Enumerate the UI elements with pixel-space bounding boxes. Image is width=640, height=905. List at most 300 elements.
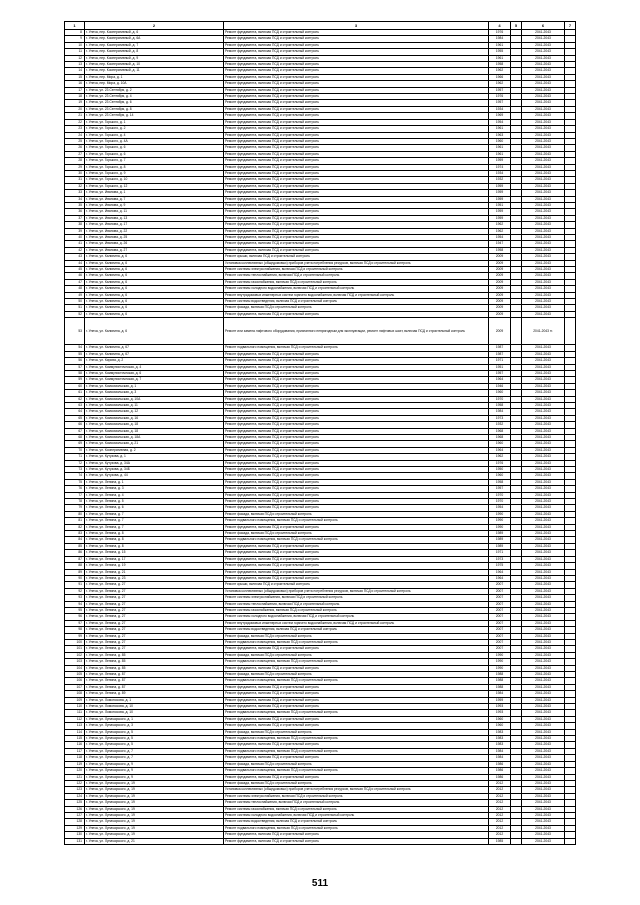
row-number: 131 — [65, 838, 85, 844]
year-cell: 1961 — [489, 55, 511, 61]
period-cell: 2041-2043 — [522, 247, 565, 253]
period-cell: 2041-2043 — [522, 672, 565, 678]
year-cell: 1960 — [489, 390, 511, 396]
year-cell: 1968 — [489, 434, 511, 440]
work-type-cell: Ремонт фундамента, включая ПСД и строительный контроль — [224, 183, 489, 189]
year-cell: 1970 — [489, 396, 511, 402]
address-cell: г. Унеча, ул. Ленина, д. 27 — [85, 595, 224, 601]
year-cell: 1975 — [489, 563, 511, 569]
period-cell: 2041-2043 — [522, 492, 565, 498]
address-cell: г. Унеча, ул. Луначарского, д. 7 — [85, 748, 224, 754]
address-cell: г. Унеча, ул. Ленина, д. 87 — [85, 678, 224, 684]
address-cell: г. Унеча, ул. Ленина, д. 27 — [85, 646, 224, 652]
row-number: 122 — [65, 780, 85, 786]
work-type-cell: Ремонт фундамента, включая ПСД и строительный контроль — [224, 364, 489, 370]
period-cell: 2041-2043 — [522, 550, 565, 556]
address-cell: г. Унеча, ул. Луначарского, д. 3 — [85, 723, 224, 729]
row-number: 81 — [65, 518, 85, 524]
period-cell: 2041-2043 — [522, 267, 565, 273]
work-type-cell: Ремонт фасада, включая ПСД и строительный контроль — [224, 531, 489, 537]
address-cell: г. Унеча, ул. Луначарского, д. 9 — [85, 761, 224, 767]
period-cell: 2041-2043 — [522, 119, 565, 125]
address-cell: г. Унеча, ул. Ленина, д. 27 — [85, 607, 224, 613]
period-cell: 2041-2043 — [522, 736, 565, 742]
work-type-cell: Ремонт фундамента, включая ПСД и строительный контроль — [224, 755, 489, 761]
year-cell: 1962 — [489, 454, 511, 460]
address-cell: г. Унеча, ул. Иванова, д. 27 — [85, 247, 224, 253]
address-cell: г. Унеча, ул. Ленина, д. 1 — [85, 479, 224, 485]
address-cell: г. Унеча, ул. Луначарского, д. 21 — [85, 838, 224, 844]
period-cell: 2041-2043 — [522, 222, 565, 228]
year-cell: 1990 — [489, 518, 511, 524]
period-cell: 2041-2043 — [522, 620, 565, 626]
year-cell: 1959 — [489, 183, 511, 189]
row-number: 63 — [65, 402, 85, 408]
period-cell: 2041-2043 — [522, 215, 565, 221]
row-number: 17 — [65, 87, 85, 93]
address-cell: г. Унеча, ул. Кутузова, д. 44 — [85, 473, 224, 479]
period-cell: 2041-2043 — [522, 556, 565, 562]
row-number: 42 — [65, 247, 85, 253]
period-cell: 2041-2043 — [522, 158, 565, 164]
row-number: 87 — [65, 556, 85, 562]
work-type-cell: Ремонт фундамента, включая ПСД и строительный контроль — [224, 202, 489, 208]
row-number: 88 — [65, 563, 85, 569]
address-cell: г. Унеча, ул. Ленина, д. 89 — [85, 691, 224, 697]
period-cell: 2041-2043 — [522, 479, 565, 485]
work-type-cell: Ремонт системы водоотведения, включая ПСД и строительный контроль — [224, 819, 489, 825]
address-cell: г. Унеча, ул. Ленина, д. 8 — [85, 543, 224, 549]
address-cell: г. Унеча, пер. Кооперативный, д. 9 — [85, 55, 224, 61]
address-cell: г. Унеча, ул. Ленина, д. 6 — [85, 505, 224, 511]
address-cell: г. Унеча, ул. Ленина, д. 27 — [85, 588, 224, 594]
work-type-cell: Ремонт подвального помещения, включая ПСД и строительный контроль — [224, 736, 489, 742]
period-cell: 2041-2043 — [522, 627, 565, 633]
row-number: 113 — [65, 723, 85, 729]
row-number: 98 — [65, 627, 85, 633]
period-cell: 2041-2043 — [522, 228, 565, 234]
row-number: 30 — [65, 170, 85, 176]
work-type-cell: Ремонт фундамента, включая ПСД и строительный контроль — [224, 358, 489, 364]
row-number: 85 — [65, 543, 85, 549]
address-cell: г. Унеча, ул. Калинина, д. 67 — [85, 345, 224, 351]
address-cell: г. Унеча, пер. Кооперативный, д. 7 — [85, 42, 224, 48]
period-cell: 2041-2043 — [522, 209, 565, 215]
address-cell: г. Унеча, ул. Луначарского, д. 19 — [85, 787, 224, 793]
year-cell: 1987 — [489, 345, 511, 351]
period-cell: 2041-2043 — [522, 36, 565, 42]
address-cell: г. Унеча, ул. Комсомольская, д. 18 — [85, 422, 224, 428]
row-number: 118 — [65, 755, 85, 761]
work-type-cell: Ремонт фундамента, включая ПСД и строительный контроль — [224, 460, 489, 466]
work-type-cell: Ремонт фундамента, включая ПСД и строительный контроль — [224, 716, 489, 722]
address-cell: г. Унеча, ул. Горького, д. 12 — [85, 183, 224, 189]
period-cell: 2041-2043 — [522, 358, 565, 364]
row-number: 123 — [65, 787, 85, 793]
row-number: 38 — [65, 222, 85, 228]
year-cell: 1962 — [489, 222, 511, 228]
period-cell: 2041-2043 — [522, 299, 565, 305]
row-number: 74 — [65, 473, 85, 479]
year-cell: 2007 — [489, 582, 511, 588]
year-cell: 1970 — [489, 492, 511, 498]
work-type-cell: Ремонт фундамента, включая ПСД и строительный контроль — [224, 409, 489, 415]
row-number: 106 — [65, 678, 85, 684]
work-type-cell: Ремонт фундамента, включая ПСД и строительный контроль — [224, 742, 489, 748]
row-number: 75 — [65, 479, 85, 485]
header-row — [65, 22, 576, 30]
work-type-cell: Ремонт системы холодного водоснабжения, включая ПСД и строительный контроль — [224, 286, 489, 292]
year-cell: 1961 — [489, 42, 511, 48]
year-cell: 1934 — [489, 170, 511, 176]
address-cell: г. Унеча, ул. Ленина, д. 85 — [85, 665, 224, 671]
work-type-cell: Ремонт фундамента, включая ПСД и строительный контроль — [224, 113, 489, 119]
year-cell: 1971 — [489, 550, 511, 556]
column-7-cell — [565, 318, 576, 345]
work-type-cell: Ремонт фасада, включая ПСД и строительный контроль — [224, 511, 489, 517]
year-cell: 1990 — [489, 524, 511, 530]
work-type-cell: Ремонт фундамента, включая ПСД и строительный контроль — [224, 447, 489, 453]
year-cell: 1984 — [489, 748, 511, 754]
period-cell: 2041-2043 — [522, 812, 565, 818]
year-cell: 1951 — [489, 364, 511, 370]
address-cell: г. Унеча, ул. Горького, д. 8 — [85, 164, 224, 170]
address-cell: г. Унеча, ул. Калинина, д. 6 — [85, 267, 224, 273]
schedule-sheet — [64, 21, 575, 845]
column-7-cell — [565, 838, 576, 844]
period-cell: 2041-2043 — [522, 132, 565, 138]
work-type-cell: Ремонт фундамента, включая ПСД и строительный контроль — [224, 311, 489, 317]
row-number: 91 — [65, 582, 85, 588]
year-cell: 2012 — [489, 825, 511, 831]
row-number: 65 — [65, 415, 85, 421]
work-type-cell: Ремонт фундамента, включая ПСД и строительный контроль — [224, 177, 489, 183]
work-type-cell: Ремонт фундамента, включая ПСД и строительный контроль — [224, 49, 489, 55]
address-cell: г. Унеча, ул. Калинина, д. 6 — [85, 286, 224, 292]
year-cell: 1968 — [489, 428, 511, 434]
year-cell: 2009 — [489, 273, 511, 279]
row-number: 99 — [65, 633, 85, 639]
period-cell: 2041-2043 — [522, 151, 565, 157]
year-cell: 1954 — [489, 505, 511, 511]
period-cell: 2041-2043 — [522, 81, 565, 87]
period-cell: 2041-2043 — [522, 74, 565, 80]
year-cell: 1986 — [489, 768, 511, 774]
address-cell: г. Унеча, ул. Ленина, д. 7 — [85, 518, 224, 524]
work-type-cell: Ремонт фундамента, включая ПСД и строительный контроль — [224, 383, 489, 389]
year-cell: 1984 — [489, 691, 511, 697]
work-type-cell: Ремонт системы газоснабжения, включая ПСД и строительный контроль — [224, 279, 489, 285]
work-type-cell: Ремонт системы холодного водоснабжения, включая ПСД и строительный контроль — [224, 812, 489, 818]
row-number: 101 — [65, 646, 85, 652]
year-cell: 2007 — [489, 614, 511, 620]
year-cell: 1988 — [489, 678, 511, 684]
row-number: 73 — [65, 467, 85, 473]
year-cell: 1985 — [489, 838, 511, 844]
row-number: 109 — [65, 697, 85, 703]
work-type-cell: Ремонт фундамента, включая ПСД и строительный контроль — [224, 81, 489, 87]
row-number: 47 — [65, 279, 85, 285]
year-cell: 2012 — [489, 832, 511, 838]
address-cell: г. Унеча, ул. Ленина, д. 27 — [85, 601, 224, 607]
period-cell: 2041-2043 — [522, 723, 565, 729]
year-cell: 1990 — [489, 659, 511, 665]
row-number: 69 — [65, 441, 85, 447]
work-type-column-header: 3 — [224, 22, 489, 30]
period-cell: 2041-2043 — [522, 235, 565, 241]
year-cell: 1987 — [489, 351, 511, 357]
work-type-cell: Ремонт фундамента, включая ПСД и строительный контроль — [224, 454, 489, 460]
address-cell: г. Унеча, пер. Кооперативный, д. 6 — [85, 30, 224, 36]
period-cell: 2041-2043 — [522, 402, 565, 408]
column-5-cell — [511, 838, 522, 844]
address-cell: г. Унеча, ул. Луначарского, д. 19 — [85, 819, 224, 825]
work-type-cell: Ремонт фундамента, включая ПСД и строительный контроль — [224, 563, 489, 569]
period-cell: 2041-2043 — [522, 825, 565, 831]
row-number: 39 — [65, 228, 85, 234]
period-cell: 2041-2043 — [522, 806, 565, 812]
period-cell: 2041-2043 — [522, 742, 565, 748]
period-cell: 2041-2043 — [522, 106, 565, 112]
address-cell: г. Унеча, ул. Горького, д. 6 — [85, 145, 224, 151]
work-type-cell: Ремонт фасада, включая ПСД и строительный контроль — [224, 305, 489, 311]
address-cell: г. Унеча, ул. Комсомольская, д. 3 — [85, 390, 224, 396]
year-cell: 2009 — [489, 292, 511, 298]
year-cell: 1962 — [489, 228, 511, 234]
work-type-cell: Ремонт фундамента, включая ПСД и строительный контроль — [224, 235, 489, 241]
row-number: 104 — [65, 665, 85, 671]
year-cell: 2007 — [489, 601, 511, 607]
address-cell: г. Унеча, ул. Комсомольская, д. 21 — [85, 441, 224, 447]
work-type-cell: Ремонт подвального помещения, включая ПСД и строительный контроль — [224, 639, 489, 645]
row-number: 46 — [65, 273, 85, 279]
table-body-lower — [65, 345, 576, 845]
period-cell: 2041-2043 — [522, 710, 565, 716]
address-cell: г. Унеча, ул. Горького, д. 6 — [85, 151, 224, 157]
year-cell: 1960 — [489, 716, 511, 722]
row-number: 83 — [65, 531, 85, 537]
row-number: 52 — [65, 311, 85, 317]
row-number: 129 — [65, 825, 85, 831]
row-number: 126 — [65, 806, 85, 812]
row-number: 112 — [65, 716, 85, 722]
period-cell: 2041-2043 — [522, 292, 565, 298]
column-5-cell — [511, 318, 522, 345]
row-number: 100 — [65, 639, 85, 645]
work-type-cell: Ремонт системы электроснабжения, включая ПСД и строительный контроль — [224, 595, 489, 601]
row-number: 54 — [65, 345, 85, 351]
period-cell: 2041-2043 — [522, 473, 565, 479]
address-cell: г. Унеча, ул. Горького, д. 10 — [85, 177, 224, 183]
year-cell: 1957 — [489, 370, 511, 376]
address-cell: г. Унеча, ул. Ленина, д. 5 — [85, 499, 224, 505]
row-number: 92 — [65, 588, 85, 594]
row-number: 103 — [65, 659, 85, 665]
work-type-cell: Ремонт фундамента, включая ПСД и строительный контроль — [224, 684, 489, 690]
period-cell: 2041-2043 — [522, 364, 565, 370]
work-type-cell: Ремонт фундамента, включая ПСД и строительный контроль — [224, 467, 489, 473]
work-type-cell: Ремонт фундамента, включая ПСД и строительный контроль — [224, 190, 489, 196]
period-cell: 2041-2043 — [522, 575, 565, 581]
address-cell: г. Унеча, ул. 23 Сентября, д. 4 — [85, 94, 224, 100]
year-cell: 1960 — [489, 723, 511, 729]
work-type-cell: Ремонт фундамента, включая ПСД и строительный контроль — [224, 151, 489, 157]
work-type-cell: Ремонт системы водоотведения, включая ПСД и строительный контроль — [224, 627, 489, 633]
year-cell: 2012 — [489, 793, 511, 799]
address-cell: г. Унеча, ул. Ленина, д. 15 — [85, 550, 224, 556]
work-type-cell: Ремонт фундамента, включая ПСД и строительный контроль — [224, 62, 489, 68]
row-number: 71 — [65, 454, 85, 460]
row-number: 90 — [65, 575, 85, 581]
period-cell: 2041-2043 — [522, 601, 565, 607]
year-cell: 1988 — [489, 684, 511, 690]
year-cell: 1959 — [489, 190, 511, 196]
year-cell: 1983 — [489, 729, 511, 735]
year-cell: 1973 — [489, 415, 511, 421]
work-type-cell: Ремонт системы электроснабжения, включая ПСД и строительный контроль — [224, 267, 489, 273]
period-cell: 2041-2043 — [522, 42, 565, 48]
year-cell: 1984 — [489, 36, 511, 42]
address-cell: г. Унеча, ул. Луначарского, д. 5 — [85, 742, 224, 748]
work-type-cell: Ремонт фундамента, включая ПСД и строительный контроль — [224, 434, 489, 440]
year-cell: 1976 — [489, 460, 511, 466]
row-number: 110 — [65, 704, 85, 710]
year-cell: 1983 — [489, 742, 511, 748]
work-type-cell: Ремонт фундамента, включая ПСД и строительный контроль — [224, 492, 489, 498]
address-cell: г. Унеча, ул. Ленина, д. 85 — [85, 659, 224, 665]
work-type-cell: Ремонт фундамента, включая ПСД и строительный контроль — [224, 158, 489, 164]
address-cell: г. Унеча, ул. Калинина, д. 6 — [85, 305, 224, 311]
year-cell: 1961 — [489, 151, 511, 157]
period-cell: 2041-2043 — [522, 774, 565, 780]
work-type-cell: Ремонт фасада, включая ПСД и строительный контроль — [224, 780, 489, 786]
row-number: 43 — [65, 254, 85, 260]
period-cell: 2041-2043 — [522, 755, 565, 761]
year-cell: 1960 — [489, 138, 511, 144]
row-number: 102 — [65, 652, 85, 658]
period-cell: 2041-2043 — [522, 697, 565, 703]
period-cell: 2041-2043 — [522, 832, 565, 838]
row-number: 68 — [65, 434, 85, 440]
period-cell: 2041-2043 — [522, 377, 565, 383]
period-cell: 2041-2043 — [522, 164, 565, 170]
work-type-cell: Ремонт фундамента, включая ПСД и строительный контроль — [224, 170, 489, 176]
year-cell: 2009 — [489, 254, 511, 260]
row-number: 107 — [65, 684, 85, 690]
year-cell: 1955 — [489, 49, 511, 55]
period-cell: 2041-2043 — [522, 838, 565, 844]
row-number: 32 — [65, 183, 85, 189]
work-type-cell: Ремонт или замена лифтового оборудования, признанного непригодным для эксплуатации, ремонт лифтовых шахт, включая ПСД и строительный контроль — [224, 318, 489, 345]
work-type-cell: Ремонт внутридомовых инженерных систем горячего водоснабжения, включая ПСД и строительный контроль — [224, 292, 489, 298]
year-cell: 1964 — [489, 447, 511, 453]
address-cell: г. Унеча, ул. Кооперативная, д. 2 — [85, 447, 224, 453]
year-cell: 1963 — [489, 132, 511, 138]
work-type-cell: Ремонт фундамента, включая ПСД и строительный контроль — [224, 228, 489, 234]
work-type-cell: Ремонт системы теплоснабжения, включая ПСД и строительный контроль — [224, 800, 489, 806]
row-number: 16 — [65, 81, 85, 87]
work-type-cell: Ремонт фундамента, включая ПСД и строительный контроль — [224, 222, 489, 228]
work-type-cell: Ремонт внутридомовых инженерных систем горячего водоснабжения, включая ПСД и строительный контроль — [224, 620, 489, 626]
period-cell: 2041-2043 — [522, 49, 565, 55]
work-type-cell: Ремонт фундамента, включая ПСД и строительный контроль — [224, 106, 489, 112]
address-cell: г. Унеча, ул. Кутузова, д. 34Б — [85, 467, 224, 473]
address-cell: г. Унеча, пер. Кооперативный, д. 10 — [85, 62, 224, 68]
address-cell: г. Унеча, ул. Ленина, д. 27 — [85, 633, 224, 639]
address-cell: г. Унеча, ул. Ленина, д. 7 — [85, 524, 224, 530]
row-number: 37 — [65, 215, 85, 221]
work-type-cell: Ремонт фундамента, включая ПСД и строительный контроль — [224, 94, 489, 100]
address-cell: г. Унеча, ул. Ленина, д. 27 — [85, 639, 224, 645]
address-cell: г. Унеча, ул. Горького, д. 7 — [85, 158, 224, 164]
address-cell: г. Унеча, ул. Иванова, д. 7 — [85, 196, 224, 202]
work-type-cell: Ремонт фундамента, включая ПСД и строительный контроль — [224, 42, 489, 48]
work-type-cell: Установка коллективных (общедомовых) приборов учета потребления ресурсов, включая ПСД и строительный контроль — [224, 787, 489, 793]
period-cell: 2041-2043 — [522, 467, 565, 473]
row-number: 53 — [65, 318, 85, 345]
year-cell: 2009 — [489, 286, 511, 292]
year-cell: 1959 — [489, 697, 511, 703]
address-cell: г. Унеча, ул. Комсомольская, д. 18А — [85, 434, 224, 440]
year-cell: 1976 — [489, 30, 511, 36]
year-cell: 1950 — [489, 467, 511, 473]
year-cell: 2009 — [489, 311, 511, 317]
address-cell: г. Унеча, пер. Мира, д. 10А — [85, 81, 224, 87]
year-cell: 2007 — [489, 646, 511, 652]
address-cell: г. Унеча, ул. Ленина, д. 3 — [85, 486, 224, 492]
work-type-cell: Ремонт фундамента, включая ПСД и строительный контроль — [224, 68, 489, 74]
row-number: 11 — [65, 49, 85, 55]
work-type-cell: Ремонт фундамента, включая ПСД и строительный контроль — [224, 697, 489, 703]
period-cell: 2041-2043 — [522, 454, 565, 460]
row-number: 77 — [65, 492, 85, 498]
year-cell: 2009 — [489, 299, 511, 305]
work-type-cell: Ремонт фасада, включая ПСД и строительный контроль — [224, 633, 489, 639]
address-cell: г. Унеча, ул. Ленина, д. 27 — [85, 627, 224, 633]
year-cell: 1959 — [489, 196, 511, 202]
work-type-cell: Ремонт системы водоотведения, включая ПСД и строительный контроль — [224, 299, 489, 305]
row-number: 130 — [65, 832, 85, 838]
address-cell: г. Унеча, ул. Ленина, д. 17 — [85, 556, 224, 562]
work-type-cell: Ремонт фундамента, включая ПСД и строительный контроль — [224, 479, 489, 485]
work-type-cell: Ремонт фундамента, включая ПСД и строительный контроль — [224, 723, 489, 729]
row-number: 45 — [65, 267, 85, 273]
row-number: 20 — [65, 106, 85, 112]
row-number: 124 — [65, 793, 85, 799]
year-cell: 1971 — [489, 358, 511, 364]
row-number: 9 — [65, 36, 85, 42]
work-type-cell: Ремонт фундамента, включая ПСД и строительный контроль — [224, 665, 489, 671]
address-cell: г. Унеча, ул. Горького, д. 4А — [85, 138, 224, 144]
row-number: 29 — [65, 164, 85, 170]
address-cell: г. Унеча, ул. 23 Сентября, д. 8 — [85, 106, 224, 112]
year-cell: 1946 — [489, 383, 511, 389]
period-cell: 2041-2043 — [522, 396, 565, 402]
address-cell: г. Унеча, ул. Горького, д. 1 — [85, 119, 224, 125]
year-column-header: 4 — [489, 22, 511, 30]
work-type-cell: Ремонт фундамента, включая ПСД и строительный контроль — [224, 30, 489, 36]
address-cell: г. Унеча, ул. Иванова, д. 11 — [85, 209, 224, 215]
period-cell: 2041-2043 — [522, 800, 565, 806]
address-cell: г. Унеча, ул. Ленина, д. 27 — [85, 582, 224, 588]
address-cell: г. Унеча, ул. Калинина, д. 6 — [85, 254, 224, 260]
period-cell: 2041-2043 — [522, 170, 565, 176]
row-number: 108 — [65, 691, 85, 697]
row-number: 23 — [65, 126, 85, 132]
year-cell: 1993 — [489, 704, 511, 710]
row-number: 84 — [65, 537, 85, 543]
row-number: 18 — [65, 94, 85, 100]
